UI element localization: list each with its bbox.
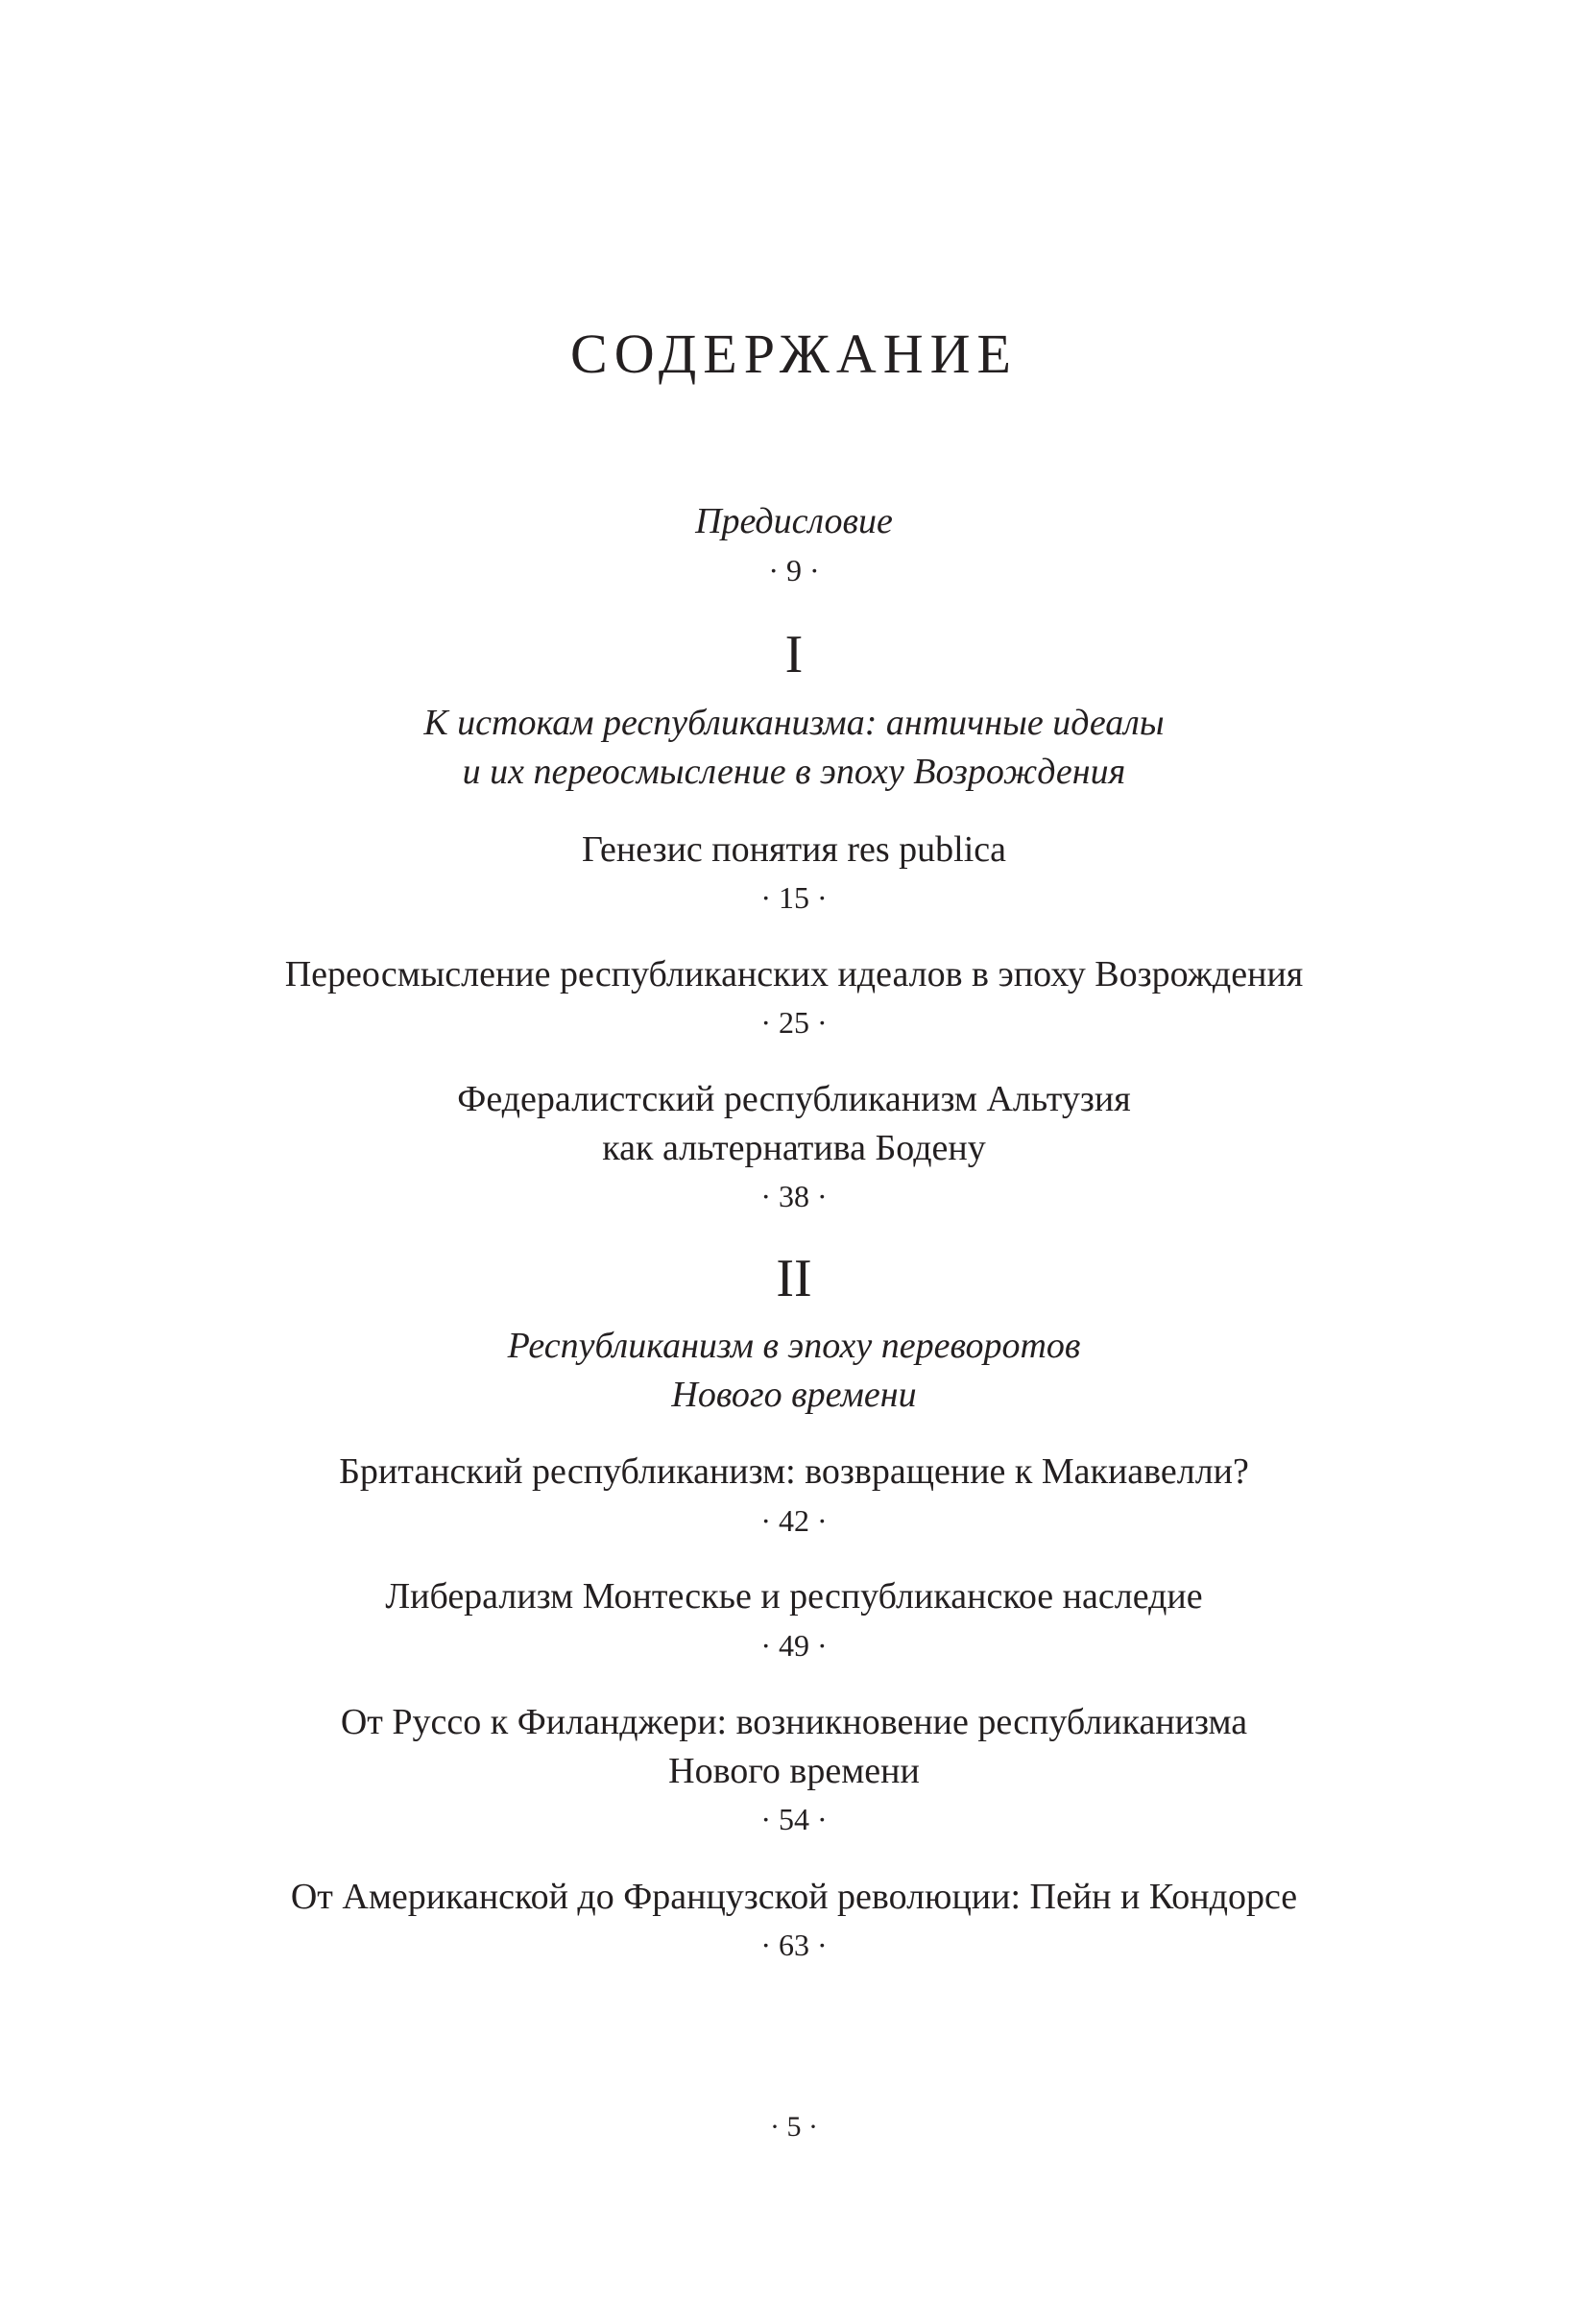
part-2-title-line: Республиканизм в эпоху переворотов: [507, 1326, 1081, 1366]
chapter-title: [0, 1698, 1588, 1796]
preface-page-number: · 9 ·: [768, 553, 820, 587]
chapter-title-line: От Руссо к Филанджери: возникновение республиканизма: [340, 1702, 1248, 1742]
part-1-numeral: I: [784, 625, 804, 684]
chapter-page-number: · 49 ·: [760, 1628, 828, 1663]
folio-page-number: · 5 ·: [770, 2111, 818, 2143]
chapter-title: Либерализм Монтескье и республиканское наследие: [385, 1576, 1203, 1617]
chapter-title: Генезис понятия res publica: [581, 829, 1007, 870]
chapter-page-number: · 25 ·: [760, 1005, 828, 1040]
chapter-title: [0, 1075, 1588, 1173]
part-2-title: [0, 1322, 1588, 1420]
chapter-page-number: · 15 ·: [760, 880, 828, 915]
part-1-title: [0, 699, 1588, 797]
part-2-title-line: Нового времени: [671, 1375, 917, 1415]
chapter-page-number: · 54 ·: [760, 1802, 828, 1836]
preface-title: Предисловие: [695, 501, 893, 541]
part-1-title-line: К истокам республиканизма: античные идеалы: [423, 703, 1165, 743]
chapter-page-number: · 42 ·: [760, 1503, 828, 1538]
page-title: СОДЕРЖАНИЕ: [570, 323, 1018, 385]
part-2-numeral: II: [776, 1249, 812, 1308]
chapter-title-line: Федералистский республиканизм Альтузия: [457, 1079, 1131, 1119]
chapter-title: Британский республиканизм: возвращение к Макиавелли?: [339, 1451, 1249, 1492]
chapter-title-line: как альтернатива Бодену: [602, 1128, 986, 1168]
chapter-page-number: · 38 ·: [760, 1179, 828, 1213]
chapter-title-line: Нового времени: [668, 1751, 920, 1791]
part-1-title-line: и их переосмысление в эпоху Возрождения: [462, 752, 1126, 792]
chapter-title: От Американской до Французской революции: Пейн и Кондорсе: [290, 1877, 1298, 1917]
chapter-page-number: · 63 ·: [760, 1928, 828, 1962]
chapter-title: Переосмысление республиканских идеалов в эпоху Возрождения: [284, 954, 1304, 994]
